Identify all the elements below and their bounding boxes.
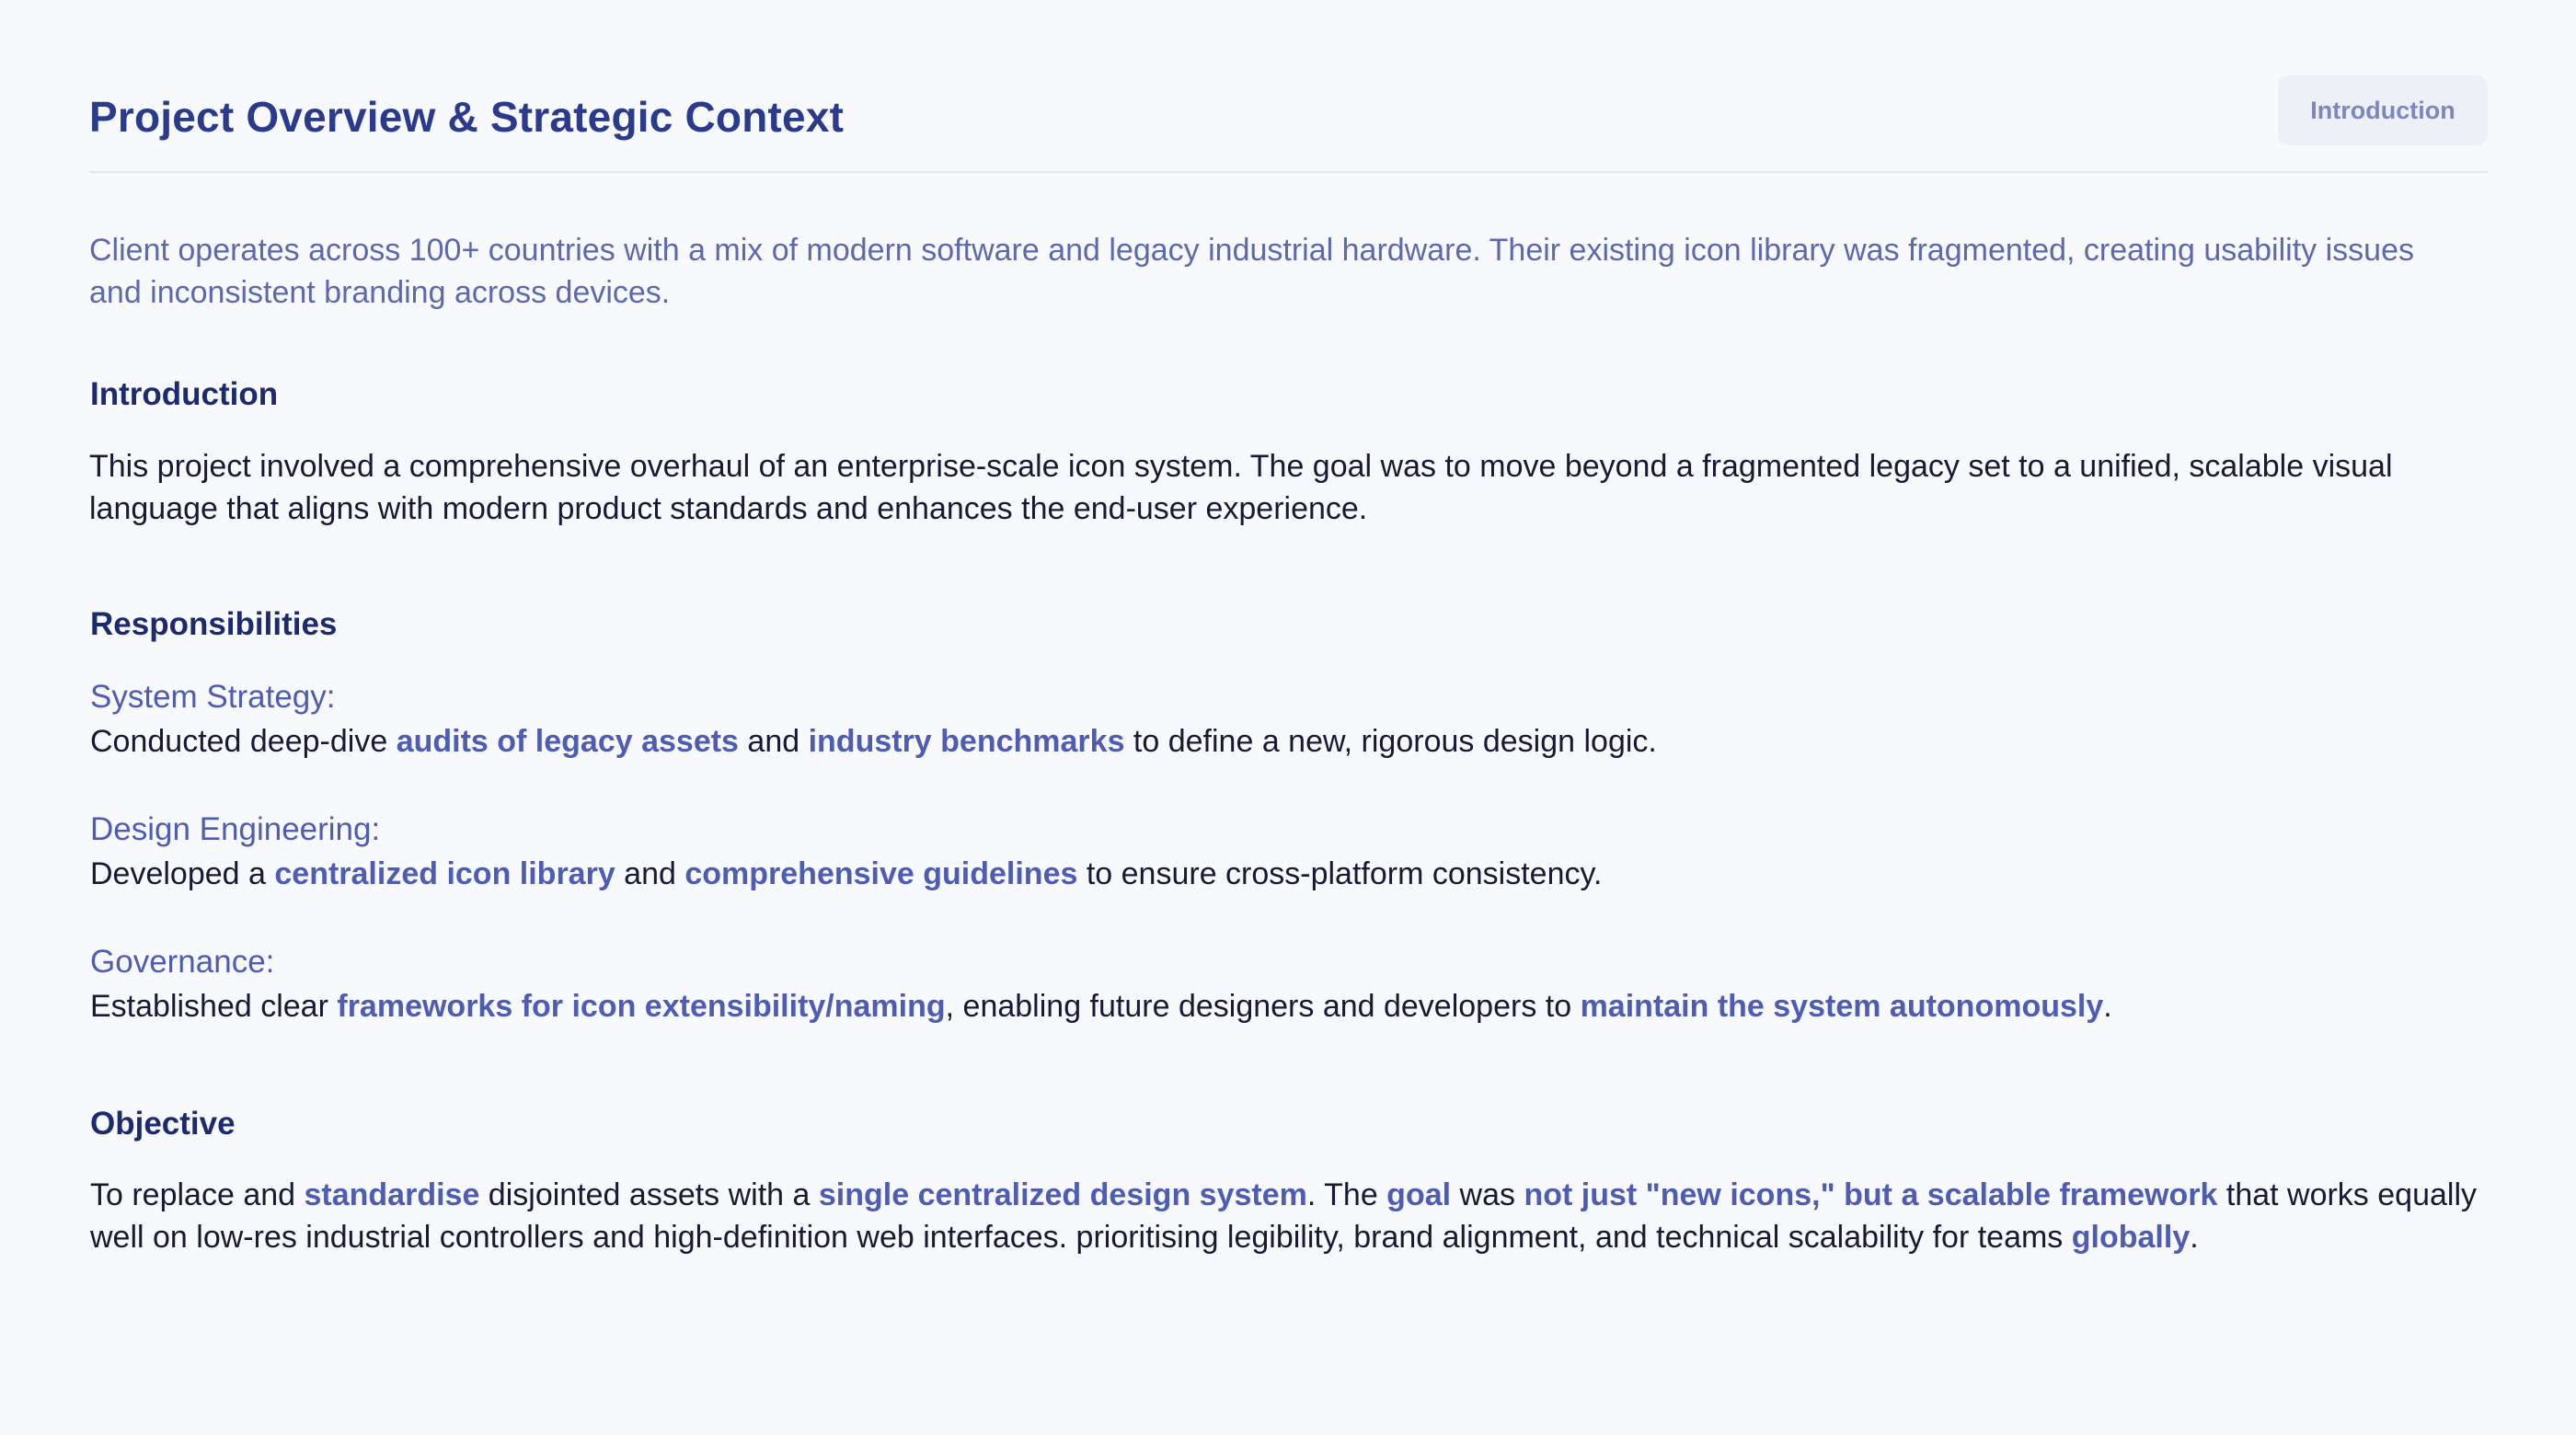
introduction-text: This project involved a comprehensive overhaul of an enterprise-scale icon system. The goal was to move beyond a fragmented legacy set to a unified, scalable visual language that aligns with modern product standards and enhances the end-user experience. — [89, 449, 2393, 526]
highlight-text: comprehensive guidelines — [684, 856, 1078, 891]
text-segment: was — [1451, 1177, 1524, 1212]
text-segment: Established clear — [90, 989, 338, 1024]
highlight-text: audits of legacy assets — [396, 724, 739, 759]
responsibility-label: Governance: — [90, 944, 275, 980]
text-segment: Conducted deep-dive — [90, 724, 397, 759]
lede-paragraph: Client operates across 100+ countries with a mix of modern software and legacy industrial hardware. Their existing icon library was fragmented, creating usability issues and inconsistent branding across devices. — [89, 233, 2414, 310]
text-segment: disjointed assets with a — [479, 1177, 819, 1212]
project-overview-page — [89, 0, 2488, 1255]
highlight-text: frameworks for icon extensibility/naming — [337, 989, 946, 1024]
highlight-text: globally — [2071, 1220, 2191, 1255]
highlight-text: not just "new icons," but a scalable framework — [1524, 1177, 2218, 1212]
text-segment: , enabling future designers and developers to — [945, 989, 1581, 1024]
text-segment: . — [2103, 989, 2112, 1024]
introduction-heading: Introduction — [90, 376, 279, 412]
highlight-text: standardise — [304, 1177, 480, 1212]
responsibility-label: Design Engineering: — [90, 811, 381, 847]
highlight-text: centralized icon library — [274, 856, 615, 891]
text-segment: to define a new, rigorous design logic. — [1124, 724, 1657, 759]
responsibilities-heading: Responsibilities — [90, 606, 338, 642]
text-segment: . — [2190, 1220, 2199, 1255]
responsibility-text — [90, 853, 2482, 895]
responsibility-text — [90, 985, 2482, 1027]
objective-heading: Objective — [90, 1106, 236, 1142]
text-segment: to ensure cross-platform consistency. — [1077, 856, 1603, 891]
responsibility-label: System Strategy: — [90, 679, 336, 715]
text-segment: and — [738, 724, 809, 759]
highlight-text: single centralized design system — [818, 1177, 1307, 1212]
text-segment: To replace and — [90, 1177, 305, 1212]
highlight-text: industry benchmarks — [808, 724, 1125, 759]
objective-text — [90, 1174, 2482, 1258]
responsibility-text — [90, 720, 2482, 763]
page-title: Project Overview & Strategic Context — [89, 93, 845, 141]
highlight-text: goal — [1386, 1177, 1452, 1212]
section-badge[interactable]: Introduction — [2278, 75, 2488, 145]
highlight-text: maintain the system autonomously — [1580, 989, 2104, 1024]
page-header — [89, 0, 2488, 173]
text-segment: that works equally well on low-res industrial controllers and high-definition web interfaces. prioritising legibility, brand alignment, and technical scalability for teams — [90, 1177, 2478, 1255]
text-segment: and — [615, 856, 685, 891]
text-segment: Developed a — [90, 856, 275, 891]
text-segment: . The — [1306, 1177, 1387, 1212]
